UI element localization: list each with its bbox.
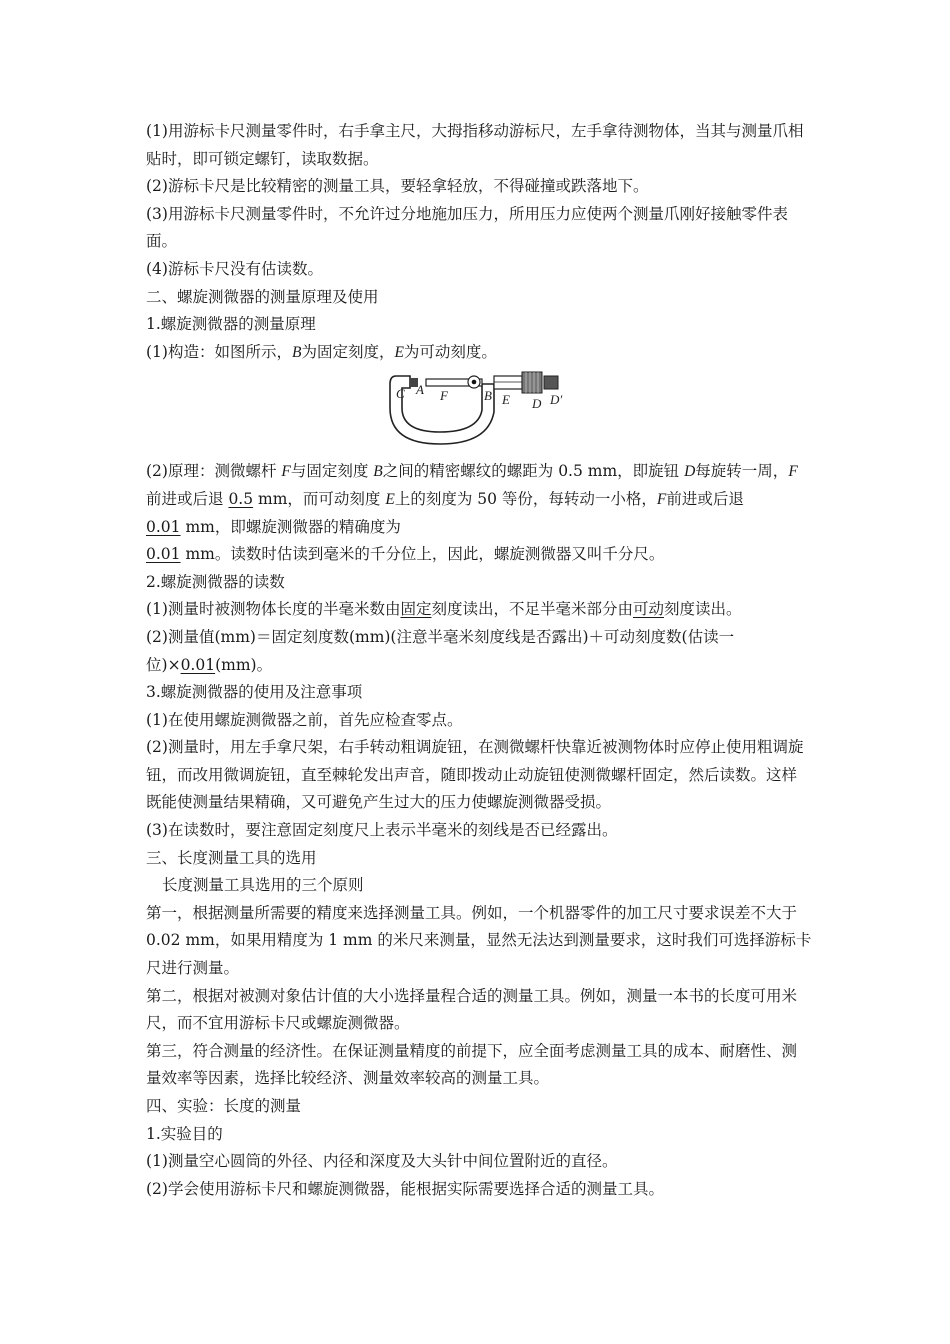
document-page <box>146 118 812 1203</box>
objective-2: (2)学会使用游标卡尺和螺旋测微器，能根据实际需要选择合适的测量工具。 <box>146 1179 664 1198</box>
usage-note-2: (2)测量时，用左手拿尺架，右手转动粗调旋钮，在测微螺杆快靠近被测物体时应停止使用粗调旋钮，而改用微调旋钮，直至棘轮发出声音，随即拨动止动旋钮使测微螺杆固定，然后读数。这样既能使测量结果精确，又可避免产生过大的压力使螺旋测微器受损。 <box>146 738 804 812</box>
section-2-sub-2: 2.螺旋测微器的读数 <box>146 572 285 591</box>
reading-rule-1: (1)测量时被测物体长度的半毫米数由固定刻度读出，不足半毫米部分由可动刻度读出。 <box>146 600 742 619</box>
label-d: D <box>532 396 542 412</box>
section-2-title: 二、螺旋测微器的测量原理及使用 <box>146 287 379 306</box>
caliper-note-2: (2)游标卡尺是比较精密的测量工具，要轻拿轻放，不得碰撞或跌落地下。 <box>146 177 649 196</box>
section-2-sub-3: 3.螺旋测微器的使用及注意事项 <box>146 683 363 702</box>
label-b: B <box>484 388 492 404</box>
label-f: F <box>440 388 448 404</box>
label-e: E <box>502 392 510 408</box>
label-a: A <box>416 382 424 398</box>
section-3-title: 三、长度测量工具的选用 <box>146 848 317 867</box>
section-2-sub-1: 1.螺旋测微器的测量原理 <box>146 315 316 334</box>
principle-3: 第三，符合测量的经济性。在保证测量精度的前提下，应全面考虑测量工具的成本、耐磨性、测量效率等因素，选择比较经济、测量效率较高的测量工具。 <box>146 1041 798 1088</box>
caliper-note-3: (3)用游标卡尺测量零件时，不允许过分地施加压力，所用压力应使两个测量爪刚好接触零件表面。 <box>146 204 788 251</box>
micrometer-illustration <box>386 368 566 454</box>
micrometer-figure <box>146 366 812 458</box>
principle-2: 第二，根据对被测对象估计值的大小选择量程合适的测量工具。例如，测量一本书的长度可用米尺，而不宜用游标卡尺或螺旋测微器。 <box>146 986 798 1033</box>
section-4-subtitle: 1.实验目的 <box>146 1124 223 1143</box>
objective-1: (1)测量空心圆筒的外径、内径和深度及大头针中间位置附近的直径。 <box>146 1152 618 1171</box>
section-4-title: 四、实验：长度的测量 <box>146 1097 302 1115</box>
construction-line: (1)构造：如图所示，B为固定刻度，E为可动刻度。 <box>146 342 497 361</box>
section-3-subtitle: 长度测量工具选用的三个原则 <box>162 876 364 895</box>
reading-rule-2: (2)测量值(mm)＝固定刻度数(mm)(注意半毫米刻度线是否露出)＋可动刻度数(估读一位)×0.01(mm)。 <box>146 627 735 674</box>
precision-line: 0.01 mm。读数时估读到毫米的千分位上，因此，螺旋测微器又叫千分尺。 <box>146 545 665 564</box>
label-c: C <box>396 386 405 402</box>
usage-note-1: (1)在使用螺旋测微器之前，首先应检查零点。 <box>146 710 463 729</box>
usage-note-3: (3)在读数时，要注意固定刻度尺上表示半毫米的刻线是否已经露出。 <box>146 821 618 840</box>
principle-paragraph: (2)原理：测微螺杆 F与固定刻度 B之间的精密螺纹的螺距为 0.5 mm，即旋钮 D每旋转一周，F前进或后退 0.5 mm，而可动刻度 E上的刻度为 50 等份，每转动一小格，F前进或后退 0.01 mm，即螺旋测微器的精确度为 <box>146 462 798 536</box>
label-d-prime: D′ <box>550 392 563 408</box>
caliper-note-4: (4)游标卡尺没有估读数。 <box>146 259 323 278</box>
caliper-note-1: (1)用游标卡尺测量零件时，右手拿主尺，大拇指移动游标尺，左手拿待测物体，当其与测量爪相贴时，即可锁定螺钉，读取数据。 <box>146 122 804 168</box>
principle-1: 第一，根据测量所需要的精度来选择测量工具。例如，一个机器零件的加工尺寸要求误差不大于 0.02 mm，如果用精度为 1 mm 的米尺来测量，显然无法达到测量要求，这时我们可选择游标卡尺进行测量。 <box>146 903 812 978</box>
